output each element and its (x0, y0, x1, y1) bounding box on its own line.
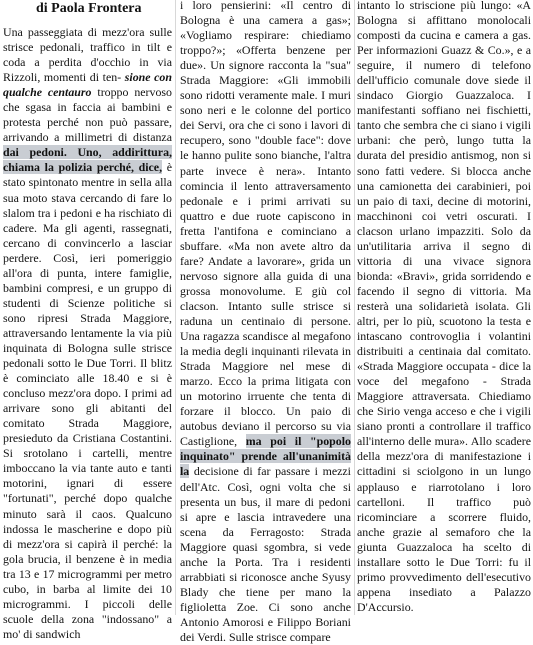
article-text: i loro pensierini: «Il centro di Bologna è una camera a gas»; «Vogliamo respirare: chiediamo troppo?»; «Offerta benzene per due». Un signore racconta la "sua" Strada Maggiore: «Gli immobili sono ridotti veramente male. I muri sono neri e le colonne del portico dei Servi, ora che ci sono i lavori di recupero, sono "double face": dove le hanno pulite sono bianche, l'altra parte invece è nera». Intanto comincia il lento attraversamento pedonale e i primi arrivati su quattro e due ruote capiscono in fretta l'antifona e cominciano a sbuffare. «Ma non avete altro da fare? Andate a lavorare», grida un nervoso signore alla guida di una grossa monovolume. E giù col clacson. Intanto sulle strisce si raduna un centinaio di persone. Una ragazza scandisce al megafono la media degli inquinanti rilevata in Strada Maggiore nel mese di marzo. Ecco la prima litigata con un motorino irruente che tenta di forzare il blocco. Un paio di autobus deviano il percorso su via Castiglione, (180, 0, 351, 449)
article-text: intanto lo striscione più lungo: «A Bologna si affittano monolocali composti da cucina e camera a gas. Per informazioni Guazz & Co.», e a seguire, il numero di telefono dell'ufficio comunale dove siede il sindaco Giorgio Guazzaloca. I manifestanti soffiano nei fischietti, tanto che sembra che ci siano i vigili urbani: che però, lungo tutta la durata del presidio antismog, non si sono fatti vedere. Si blocca anche una camionetta dei carabinieri, poi un paio di taxi, decine di motorini, macchinoni coi vetri oscurati. I clacson urlano impazziti. Solo da un'utilitaria arriva il segno di vittoria di una vivace signora bionda: «Bravi», grida sorridendo e facendo il segno di vittoria. Ma resterà una solidarietà isolata. Gli altri, per lo più, scuotono la testa e intascano controvoglia i volantini distribuiti a centinaia dal comitato. «Strada Maggiore occupata - dice la voce del megafono - Strada Maggiore attraversata. Chiediamo che Sirio venga acceso e che i vigili siano pronti a controllare il traffico all'interno delle mura». Allo scadere della mezz'ora di manifestazione i cittadini si sciolgono in un lungo applauso e riarrotolano i loro cartelloni. Il traffico può ricominciare a scorrere fluido, anche grazie al semaforo che la giunta Guazzaloca ha scelto di installare sotto le Due Torri: fu il primo provvedimento dell'esecutivo appena insediato a Palazzo D'Accursio. (357, 0, 532, 614)
article-text: è stato spintonato mentre in sella alla sua moto stava cercando di fare lo slalom tra i pedoni e ha rischiato di cadere. Ma gli agenti, rassegnati, cercano di convincerlo a lasciar perdere. Così, ieri pomeriggio all'ora di punta, intere famiglie, bambini compresi, e un gruppo di studenti di Scienze politiche si sono ripresi Strada Maggiore, attraversando lentamente la via più inquinata di Bologna sulle strisce pedonali sotto le Due Torri. Il blitz è cominciato alle 18.40 e si è concluso mezz'ora dopo. I primi ad arrivare sono gli abitanti del comitato Strada Maggiore, presieduto da Cristiana Costantini. Si srotolano i cartelli, mentre imboccano la via tante auto e tanti motorini, ignari di essere "fortunati", perché dopo qualche minuto sarà il caos. Qualcuno indossa le mascherine e dopo più di mezz'ora si capirà il perché: la gola brucia, il benzene è in media tra 13 e 17 microgrammi per metro cubo, in barba al limite dei 10 microgrammi. I piccoli delle scuole della zona "indossano" a mo' di sandwich (3, 160, 172, 641)
paragraph (180, 0, 351, 645)
column-divider (354, 0, 355, 615)
article-text: decisione di far passare i mezzi dell'Atc. Così, ogni volta che si presenta un bus, il mare di pedoni si apre e lascia intravedere una scena da Ferragosto: Strada Maggiore quasi sgombra, si vede anche la Porta. Tra i residenti arrabbiati si riconosce anche Syusy Blady che tiene per mano la figlioletta Zoe. Ci sono anche Antonio Amorosi e Filippo Boriani dei Verdi. Sulle strisce compare (180, 464, 351, 644)
article-text: Una passeggiata di mezz'ora sulle strisce pedonali, traffico in tilt e coda a perdita d'occhio in via Rizzoli, momenti di ten- (3, 25, 172, 85)
paragraph (357, 0, 531, 615)
article-text: troppo nervoso che sgasa in faccia ai bambini e protesta perché non può passare, arrivando a millimetri di distanza (3, 85, 172, 145)
column-3 (357, 0, 531, 613)
column-2 (180, 0, 351, 644)
column-1 (3, 0, 172, 641)
article-text-italic: sione con qualche centauro (3, 70, 172, 100)
column-divider (175, 0, 176, 615)
highlighted-text: ma poi il "popolo inquinato" prende all'unanimità la (180, 434, 351, 479)
byline: di Paola Frontera (36, 1, 142, 16)
paragraph (3, 25, 172, 642)
highlighted-text: dai pedoni. Uno, addirittura, chiama la polizia perché, dice, (3, 145, 172, 175)
